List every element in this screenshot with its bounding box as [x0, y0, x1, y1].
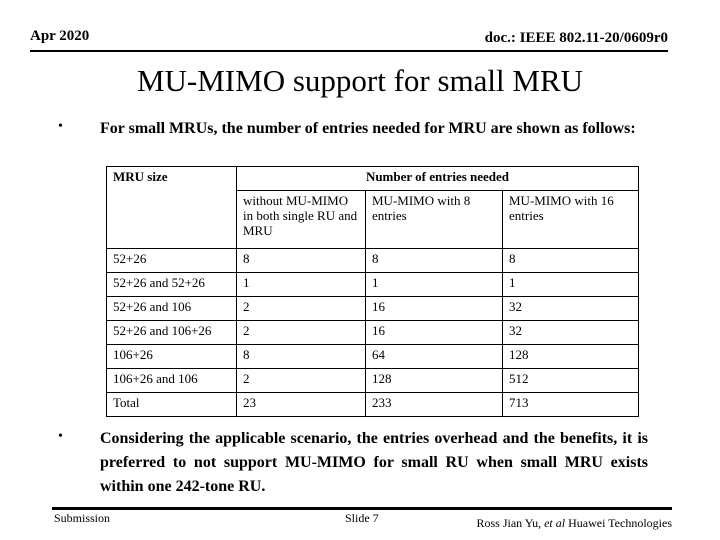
table-cell: 106+26	[107, 345, 237, 369]
table-cell: 64	[366, 345, 503, 369]
table-cell: 52+26	[107, 249, 237, 273]
author-name: Ross Jian Yu,	[476, 516, 545, 530]
bullet-text: For small MRUs, the number of entries needed for MRU are shown as follows:	[100, 120, 636, 137]
table-cell: 16	[366, 321, 503, 345]
footer-slide-number: Slide 7	[345, 511, 379, 525]
table-cell: 1	[366, 273, 503, 297]
table-cell: Total	[107, 393, 237, 417]
table-cell: 128	[366, 369, 503, 393]
table-cell: 8	[366, 249, 503, 273]
col-header-mru-size: MRU size	[107, 167, 237, 249]
header-date: Apr 2020	[30, 28, 90, 44]
table-cell: 1	[237, 273, 366, 297]
bullet-text: Considering the applicable scenario, the entries overhead and the benefits, it is preferred to not support MU-MIMO for small RU when small MRU exists within one 242-tone RU.	[100, 430, 648, 495]
sub-header: MU-MIMO with 16 entries	[503, 191, 639, 249]
table-cell: 106+26 and 106	[107, 369, 237, 393]
footer-author	[477, 516, 673, 531]
table-cell: 32	[503, 321, 639, 345]
footer-divider	[52, 507, 672, 510]
table-cell: 233	[366, 393, 503, 417]
table-cell: 713	[503, 393, 639, 417]
table-cell: 2	[237, 369, 366, 393]
sub-header: MU-MIMO with 8 entries	[366, 191, 503, 249]
bullet-marker: •	[58, 119, 63, 134]
table-row	[107, 345, 639, 369]
entries-table	[106, 166, 639, 417]
table-cell: 8	[237, 345, 366, 369]
slide-title: MU-MIMO support for small MRU	[136, 63, 584, 98]
table-cell: 8	[237, 249, 366, 273]
table-cell: 8	[503, 249, 639, 273]
table-row	[107, 297, 639, 321]
table-cell: 2	[237, 297, 366, 321]
bullet-marker: •	[58, 429, 63, 444]
group-header: Number of entries needed	[237, 167, 639, 191]
table-cell: 128	[503, 345, 639, 369]
table-row	[107, 249, 639, 273]
table-row	[107, 393, 639, 417]
table-cell: 52+26 and 106	[107, 297, 237, 321]
table-row	[107, 273, 639, 297]
table-row	[107, 321, 639, 345]
author-etal: et al	[544, 516, 566, 530]
header-divider	[30, 50, 668, 52]
table-cell: 16	[366, 297, 503, 321]
table-cell: 2	[237, 321, 366, 345]
author-org: Huawei Technologies	[565, 516, 672, 530]
table-cell: 52+26 and 52+26	[107, 273, 237, 297]
table-cell: 512	[503, 369, 639, 393]
footer-submission: Submission	[54, 511, 111, 525]
table-cell: 23	[237, 393, 366, 417]
table-row	[107, 369, 639, 393]
sub-header: without MU-MIMO in both single RU and MRU	[237, 191, 366, 249]
table-cell: 32	[503, 297, 639, 321]
table-cell: 52+26 and 106+26	[107, 321, 237, 345]
table-cell: 1	[503, 273, 639, 297]
header-doc-id: doc.: IEEE 802.11-20/0609r0	[484, 30, 668, 46]
